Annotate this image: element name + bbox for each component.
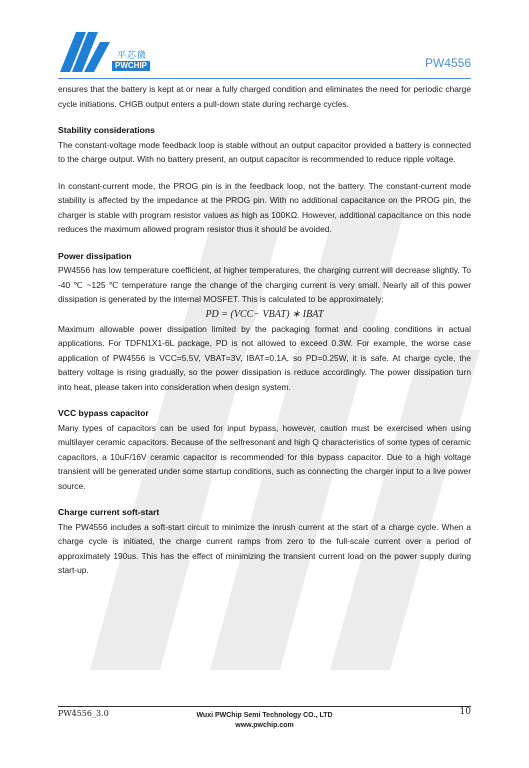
company-website: www.pwchip.com [235,722,294,729]
power-formula: PD = (VCC− VBAT) ∗ IBAT [205,308,324,320]
power-paragraph-1: PW4556 has low temperature coefficient, at higher temperatures, the charging current will decrease slightly. To -40 ℃ ~125 ℃ temperature range the change of the charging current is very small. Nearly all of this power dissipation is generated by the internal MOSFET. This is calculated to be approximately: [58,265,471,304]
stability-paragraph-1: The constant-voltage mode feedback loop is stable without an output capacitor provided a battery is connected to the charge output. With no battery present, an output capacitor is recommended to reduce ripple voltage. [58,139,471,164]
logo-chinese-text: 平芯微 [117,51,148,61]
section-heading-stability: Stability considerations [58,125,155,135]
softstart-paragraph: The PW4556 includes a soft-start circuit to minimize the inrush current at the start of a charge cycle. When a charge cycle is initiated, the charge current ramps from zero to the full-scale current over a period of approximately 190us. This has the effect of minimizing the transient current load on the power supply during start-up. [58,521,471,575]
footer-company-block [0,711,529,731]
footer-divider [58,706,471,707]
header-divider [58,78,471,79]
section-heading-power: Power dissipation [58,250,132,261]
section-heading-softstart: Charge current soft-start [58,507,160,517]
logo-brand-text: PWCHIP [112,61,150,71]
doc-version: PW4556_3.0 [58,709,109,718]
page-content [58,82,471,578]
intro-paragraph: ensures that the battery is kept at or near a fully charged condition and eliminates the need for periodic charge cycle initiations. CHGB output enters a pull-down state during recharge cycles. [58,84,471,109]
part-number: PW4556 [424,56,471,70]
section-heading-vcc: VCC bypass capacitor [58,408,149,418]
page-number: 10 [459,707,471,717]
page-header [0,0,529,82]
stability-paragraph-2: In constant-current mode, the PROG pin is in the feedback loop, not the battery. The constant-current mode stability is affected by the impedance at the PROG pin. With no additional capacitance on the PROG pin, the charger is stable with program resistor values as high as 100KΩ. However, additional capacitance on this node reduces the maximum allowed program resistor thus it should be avoided. [58,180,471,234]
vcc-paragraph: Many types of capacitors can be used for input bypass, however, caution must be exercised when using multilayer ceramic capacitors. Because of the selfresonant and high Q characteristics of some types of ceramic capacitors, a 10uF/16V ceramic capacitor is recommended for this bypass capacitor. Due to a high voltage transient will be generated under some startup conditions, such as connecting the charger input to a live power source. [58,422,471,491]
power-paragraph-2: Maximum allowable power dissipation limited by the packaging format and cooling conditions in actual applications. For TDFN1X1-6L package, PD is not allowed to exceed 0.3W. For example, the worse case application of PW4556 is VCC=5.5V, VBAT=3V, IBAT=0.1A, so PD=0.25W, it is safe. At charge cycle, the battery voltage is rising gradually, so the power dissipation is reduce accordingly. The power dissipation turn into heat, please taken into consideration when design system. [58,323,471,392]
company-name: Wuxi PWChip Semi Technology CO., LTD [196,712,333,719]
